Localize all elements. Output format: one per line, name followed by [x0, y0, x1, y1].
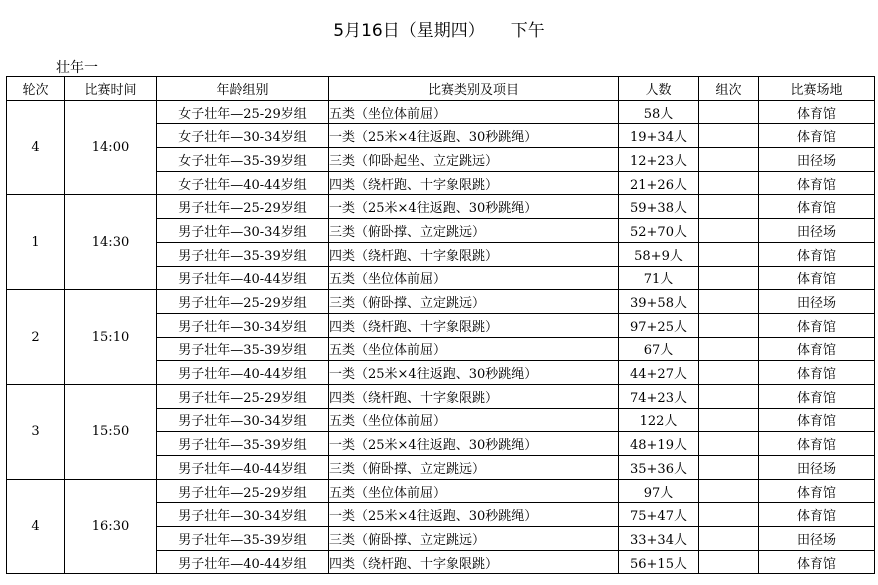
venue-cell: 体育馆: [759, 171, 875, 195]
age-group-cell: 男子壮年—25-29岁组: [157, 290, 329, 314]
group-no-cell: [699, 100, 759, 124]
venue-cell: 体育馆: [759, 408, 875, 432]
category-cell: 四类（绕杆跑、十字象限跳）: [329, 550, 619, 574]
category-cell: 三类（仰卧起坐、立定跳远）: [329, 148, 619, 172]
category-cell: 一类（25米×4往返跑、30秒跳绳）: [329, 124, 619, 148]
count-cell: 48+19人: [619, 432, 699, 456]
count-cell: 97+25人: [619, 313, 699, 337]
age-group-cell: 男子壮年—40-44岁组: [157, 361, 329, 385]
count-cell: 58+9人: [619, 242, 699, 266]
time-cell: 16:30: [65, 479, 157, 574]
count-cell: 122人: [619, 408, 699, 432]
group-no-cell: [699, 408, 759, 432]
age-group-cell: 男子壮年—30-34岁组: [157, 313, 329, 337]
age-group-cell: 女子壮年—25-29岁组: [157, 100, 329, 124]
count-cell: 75+47人: [619, 503, 699, 527]
category-cell: 五类（坐位体前屈）: [329, 337, 619, 361]
venue-cell: 体育馆: [759, 432, 875, 456]
count-cell: 59+38人: [619, 195, 699, 219]
time-cell: 15:10: [65, 290, 157, 385]
category-cell: 四类（绕杆跑、十字象限跳）: [329, 313, 619, 337]
count-cell: 56+15人: [619, 550, 699, 574]
time-cell: 14:30: [65, 195, 157, 290]
page-title: [0, 16, 878, 41]
table-row: [7, 479, 875, 503]
venue-cell: 体育馆: [759, 313, 875, 337]
col-header-age-group: 年龄组别: [157, 77, 329, 101]
age-group-cell: 男子壮年—35-39岁组: [157, 527, 329, 551]
venue-cell: 体育馆: [759, 479, 875, 503]
venue-cell: 体育馆: [759, 503, 875, 527]
venue-cell: 体育馆: [759, 124, 875, 148]
venue-cell: 体育馆: [759, 195, 875, 219]
category-cell: 五类（坐位体前屈）: [329, 408, 619, 432]
col-header-count: 人数: [619, 77, 699, 101]
group-no-cell: [699, 384, 759, 408]
col-header-category: 比赛类别及项目: [329, 77, 619, 101]
venue-cell: 体育馆: [759, 361, 875, 385]
count-cell: 33+34人: [619, 527, 699, 551]
age-group-cell: 男子壮年—30-34岁组: [157, 408, 329, 432]
col-header-venue: 比赛场地: [759, 77, 875, 101]
group-no-cell: [699, 527, 759, 551]
category-cell: 五类（坐位体前屈）: [329, 266, 619, 290]
age-group-cell: 男子壮年—25-29岁组: [157, 479, 329, 503]
round-cell: 4: [7, 479, 65, 574]
venue-cell: 田径场: [759, 527, 875, 551]
category-cell: 四类（绕杆跑、十字象限跳）: [329, 384, 619, 408]
count-cell: 12+23人: [619, 148, 699, 172]
group-no-cell: [699, 361, 759, 385]
category-cell: 三类（俯卧撑、立定跳远）: [329, 527, 619, 551]
age-group-cell: 男子壮年—30-34岁组: [157, 219, 329, 243]
age-group-cell: 女子壮年—35-39岁组: [157, 148, 329, 172]
round-cell: 4: [7, 100, 65, 195]
venue-cell: 体育馆: [759, 550, 875, 574]
age-group-cell: 男子壮年—40-44岁组: [157, 266, 329, 290]
age-group-cell: 男子壮年—25-29岁组: [157, 384, 329, 408]
group-no-cell: [699, 124, 759, 148]
category-cell: 一类（25米×4往返跑、30秒跳绳）: [329, 432, 619, 456]
header-row: [7, 77, 875, 101]
category-cell: 一类（25米×4往返跑、30秒跳绳）: [329, 503, 619, 527]
group-no-cell: [699, 550, 759, 574]
category-cell: 四类（绕杆跑、十字象限跳）: [329, 171, 619, 195]
group-no-cell: [699, 456, 759, 480]
count-cell: 67人: [619, 337, 699, 361]
group-no-cell: [699, 219, 759, 243]
col-header-time: 比赛时间: [65, 77, 157, 101]
group-no-cell: [699, 242, 759, 266]
count-cell: 71人: [619, 266, 699, 290]
group-no-cell: [699, 503, 759, 527]
age-group-cell: 男子壮年—40-44岁组: [157, 456, 329, 480]
table-row: [7, 195, 875, 219]
count-cell: 21+26人: [619, 171, 699, 195]
age-group-cell: 女子壮年—40-44岁组: [157, 171, 329, 195]
group-no-cell: [699, 195, 759, 219]
age-group-cell: 男子壮年—25-29岁组: [157, 195, 329, 219]
group-label: 壮年一: [56, 60, 98, 76]
round-cell: 2: [7, 290, 65, 385]
count-cell: 97人: [619, 479, 699, 503]
group-no-cell: [699, 266, 759, 290]
table-row: [7, 100, 875, 124]
venue-cell: 田径场: [759, 148, 875, 172]
age-group-cell: 男子壮年—35-39岁组: [157, 337, 329, 361]
table-row: [7, 290, 875, 314]
venue-cell: 体育馆: [759, 266, 875, 290]
table-row: [7, 384, 875, 408]
venue-cell: 体育馆: [759, 337, 875, 361]
venue-cell: 体育馆: [759, 384, 875, 408]
category-cell: 一类（25米×4往返跑、30秒跳绳）: [329, 195, 619, 219]
category-cell: 五类（坐位体前屈）: [329, 100, 619, 124]
title-date: 5月16日（星期四）: [333, 21, 485, 41]
category-cell: 三类（俯卧撑、立定跳远）: [329, 219, 619, 243]
count-cell: 19+34人: [619, 124, 699, 148]
group-no-cell: [699, 313, 759, 337]
age-group-cell: 男子壮年—30-34岁组: [157, 503, 329, 527]
group-no-cell: [699, 171, 759, 195]
group-no-cell: [699, 337, 759, 361]
round-cell: 1: [7, 195, 65, 290]
venue-cell: 田径场: [759, 456, 875, 480]
count-cell: 58人: [619, 100, 699, 124]
count-cell: 44+27人: [619, 361, 699, 385]
venue-cell: 体育馆: [759, 100, 875, 124]
time-cell: 15:50: [65, 384, 157, 479]
age-group-cell: 男子壮年—35-39岁组: [157, 432, 329, 456]
schedule-body: [7, 100, 875, 574]
count-cell: 52+70人: [619, 219, 699, 243]
category-cell: 三类（俯卧撑、立定跳远）: [329, 456, 619, 480]
venue-cell: 体育馆: [759, 242, 875, 266]
category-cell: 三类（俯卧撑、立定跳远）: [329, 290, 619, 314]
time-cell: 14:00: [65, 100, 157, 195]
col-header-group-no: 组次: [699, 77, 759, 101]
age-group-cell: 女子壮年—30-34岁组: [157, 124, 329, 148]
category-cell: 四类（绕杆跑、十字象限跳）: [329, 242, 619, 266]
group-no-cell: [699, 148, 759, 172]
category-cell: 一类（25米×4往返跑、30秒跳绳）: [329, 361, 619, 385]
title-period: 下午: [510, 21, 545, 41]
group-no-cell: [699, 290, 759, 314]
round-cell: 3: [7, 384, 65, 479]
col-header-round: 轮次: [7, 77, 65, 101]
venue-cell: 田径场: [759, 290, 875, 314]
schedule-table: [6, 76, 875, 574]
count-cell: 35+36人: [619, 456, 699, 480]
age-group-cell: 男子壮年—40-44岁组: [157, 550, 329, 574]
group-no-cell: [699, 432, 759, 456]
venue-cell: 田径场: [759, 219, 875, 243]
count-cell: 74+23人: [619, 384, 699, 408]
count-cell: 39+58人: [619, 290, 699, 314]
group-no-cell: [699, 479, 759, 503]
age-group-cell: 男子壮年—35-39岁组: [157, 242, 329, 266]
category-cell: 五类（坐位体前屈）: [329, 479, 619, 503]
